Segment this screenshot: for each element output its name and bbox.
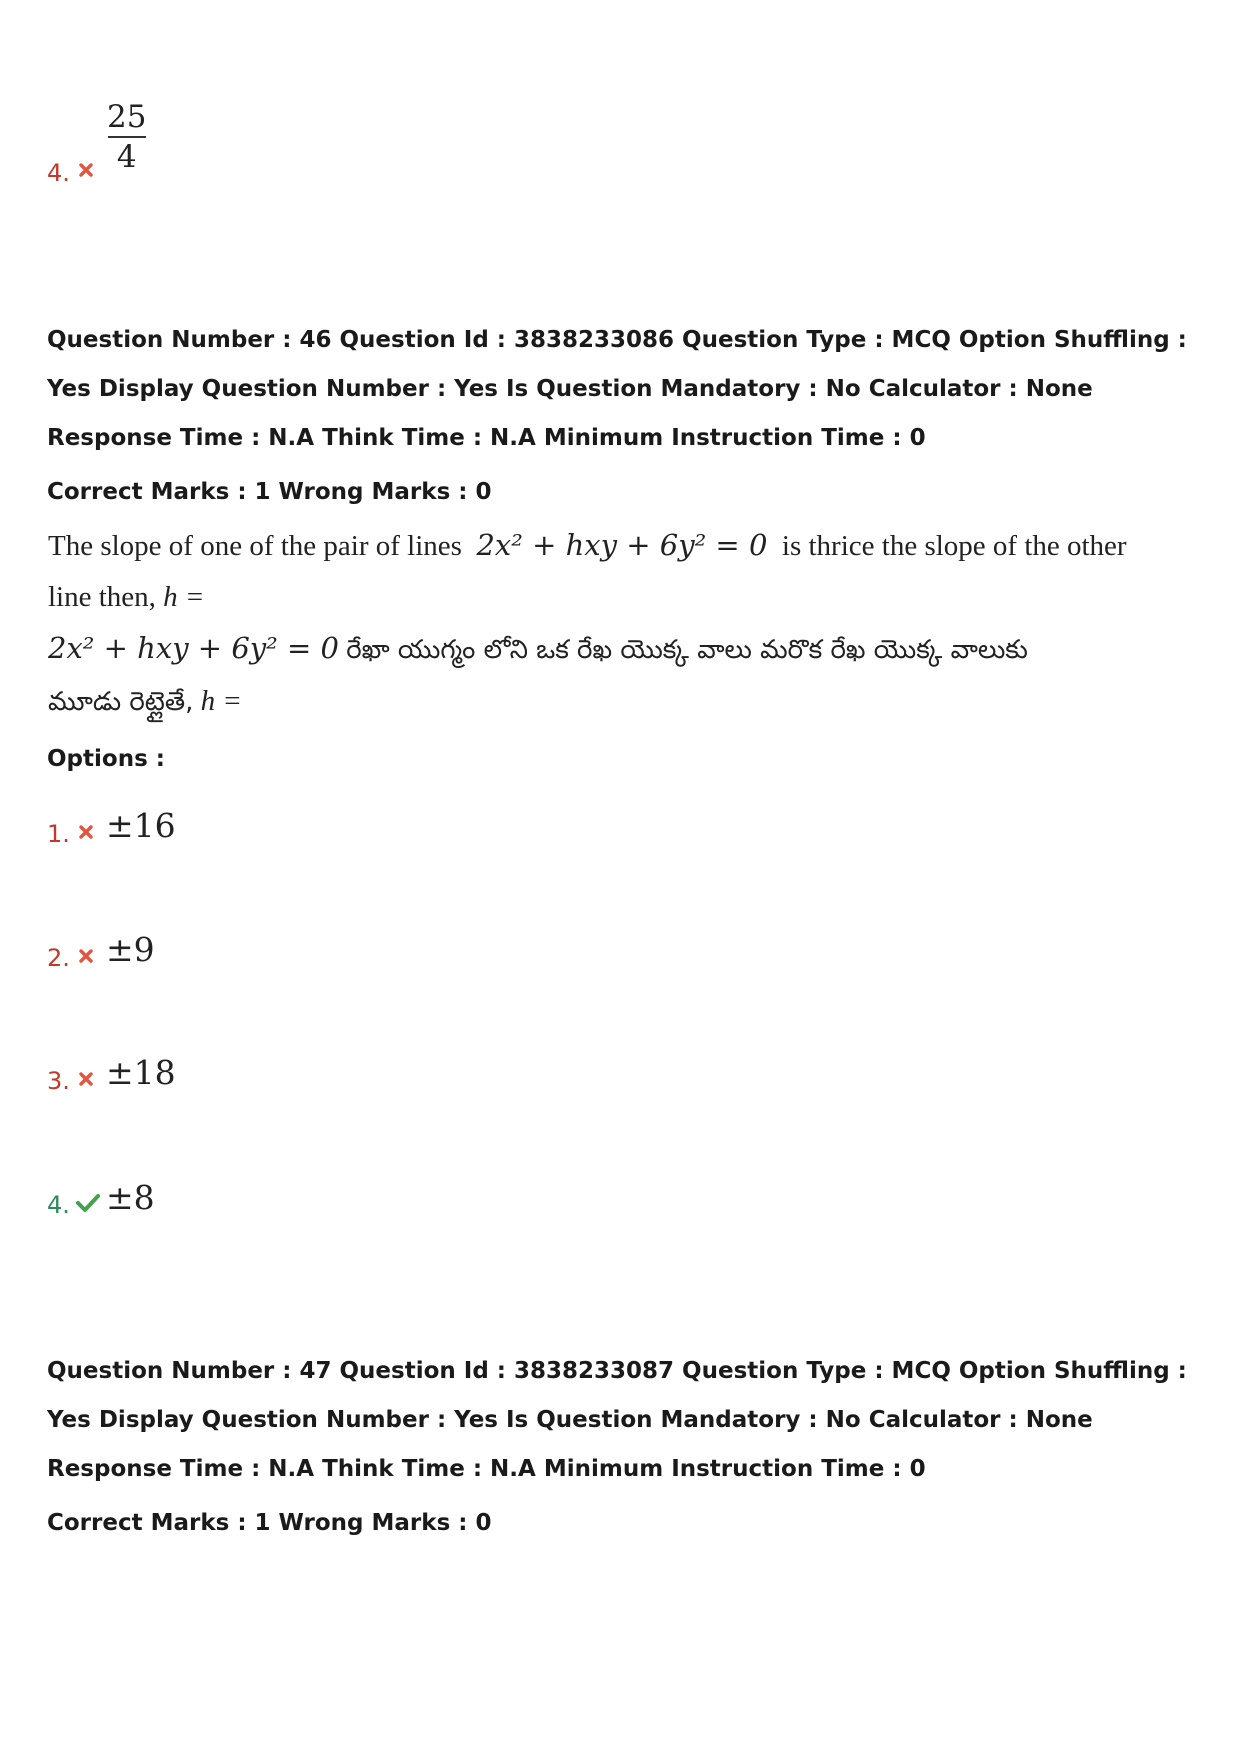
option-3-number: 3. <box>47 1067 70 1095</box>
check-icon <box>76 1193 100 1213</box>
option-2-number: 2. <box>47 944 70 972</box>
q46-english-text-1: The slope of one of the pair of lines <box>48 530 462 562</box>
option-1-value: ±16 <box>106 806 176 845</box>
q46-telugu-text-1: రేఖా యుగ్మం లోని ఒక రేఖ యొక్క వాలు మరొక రేఖ యొక్క వాలుకు <box>346 635 1028 665</box>
q46-telugu-equation: 2x² + hxy + 6y² = 0 <box>48 631 339 665</box>
q46-equation: 2x² + hxy + 6y² = 0 <box>476 528 768 562</box>
cross-icon <box>79 949 93 963</box>
cross-icon <box>79 825 93 839</box>
option-1-number: 1. <box>47 820 70 848</box>
q46-english-line-2-text: line then, <box>48 581 156 613</box>
q46-english-text-2: is thrice the slope of the other <box>781 530 1127 562</box>
fraction-bar <box>108 136 146 138</box>
q46-english-line-1 <box>48 528 1127 563</box>
fraction-numerator: 25 <box>107 99 147 135</box>
q47-marks: Correct Marks : 1 Wrong Marks : 0 <box>47 1510 492 1536</box>
q46-marks: Correct Marks : 1 Wrong Marks : 0 <box>47 479 492 505</box>
option-3-value: ±18 <box>106 1053 176 1092</box>
q46-english-line-2 <box>48 580 205 614</box>
option-2-value: ±9 <box>106 930 155 969</box>
prev-option-number: 4. <box>47 159 70 187</box>
q46-telugu-variable: h = <box>200 685 242 717</box>
option-4-number: 4. <box>47 1191 70 1219</box>
cross-icon <box>79 1072 93 1086</box>
q46-variable: h = <box>163 581 205 613</box>
cross-icon <box>79 163 93 177</box>
q46-meta: Question Number : 46 Question Id : 3838233086 Question Type : MCQ Option Shuffling : Yes Display Question Number : Yes Is Question Mandatory : No Calculator : None Response Time : N.A Think Time : N.A Minimum Instruction Time : 0 <box>47 327 1187 451</box>
fraction-denominator: 4 <box>116 139 137 175</box>
q46-telugu-text-2: మూడు రెట్లైతే, <box>48 687 194 717</box>
q46-telugu-line-2 <box>48 684 242 719</box>
q46-telugu-line-1 <box>48 631 1028 667</box>
prev-option-fraction <box>107 100 146 174</box>
q46-options-label: Options : <box>47 746 165 772</box>
option-4-value: ±8 <box>106 1178 155 1217</box>
q47-meta: Question Number : 47 Question Id : 3838233087 Question Type : MCQ Option Shuffling : Yes Display Question Number : Yes Is Question Mandatory : No Calculator : None Response Time : N.A Think Time : N.A Minimum Instruction Time : 0 <box>47 1358 1187 1482</box>
